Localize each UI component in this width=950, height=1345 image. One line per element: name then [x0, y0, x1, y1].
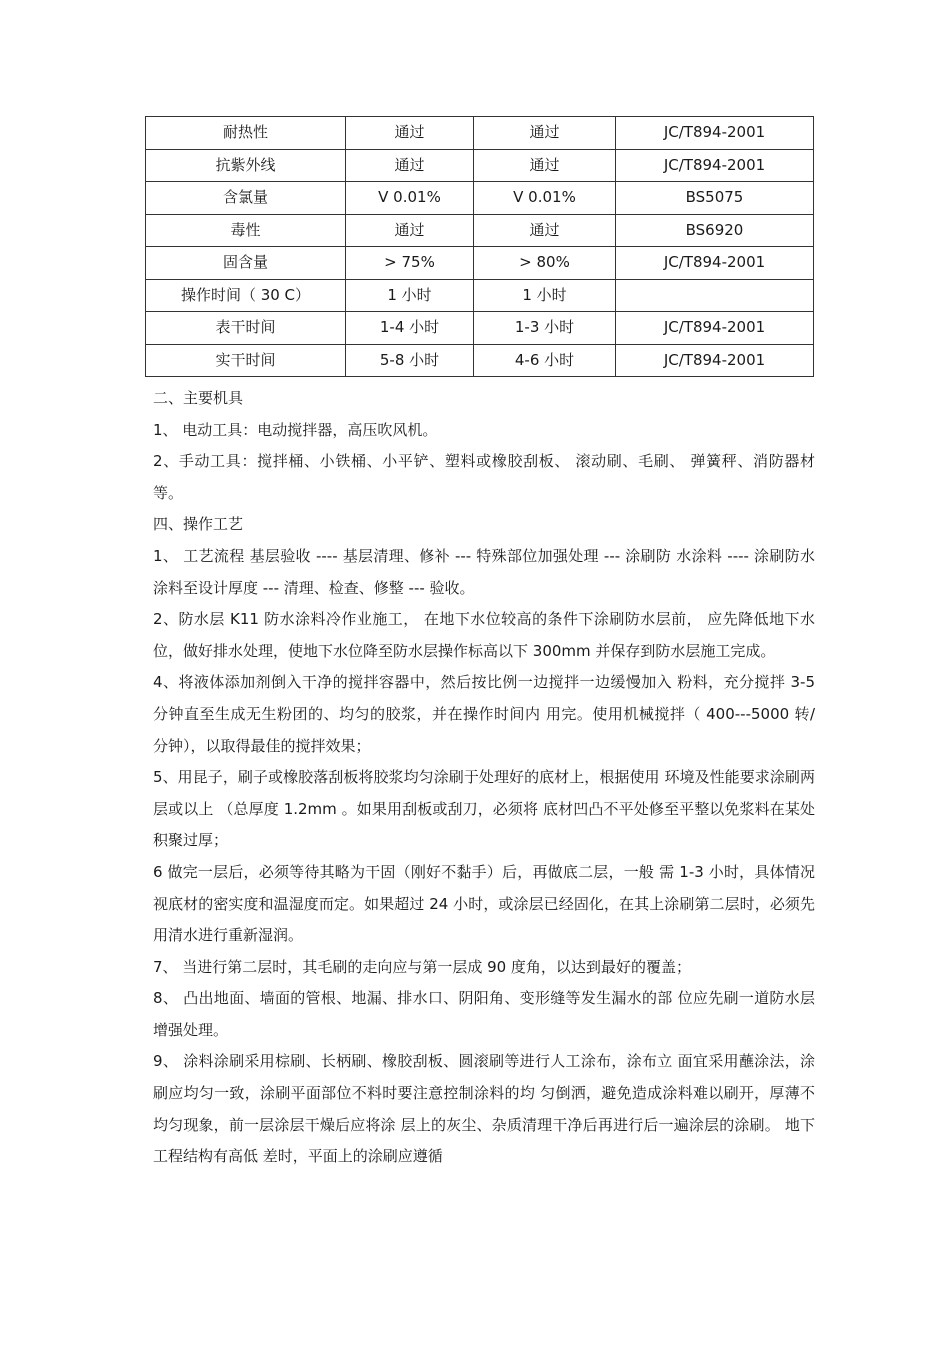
section-heading: 二、主要机具 — [153, 389, 244, 407]
table-row — [146, 344, 814, 377]
table-cell: 操作时间（ 30 C） — [146, 279, 346, 312]
table-row — [146, 149, 814, 182]
body-text — [153, 383, 815, 1173]
paragraph: 2、防水层 K11 防水涂料冷作业施工， 在地下水位较高的条件下涂刷防水层前， 应先降低地下水位，做好排水处理，使地下水位降至防水层操作标高以下 300mm 并保存到防水层施工完成。 — [153, 610, 815, 660]
table-cell: 抗紫外线 — [146, 149, 346, 182]
table-cell: V 0.01% — [474, 182, 616, 215]
paragraph: 9、 涂料涂刷采用棕刷、长柄刷、橡胶刮板、圆滚刷等进行人工涂布，涂布立 面宜采用蘸涂法，涂刷应均匀一致，涂刷平面部位不料时要注意控制涂料的均 匀倒洒，避免造成涂料难以刷开，厚薄不均匀现象，前一层涂层干燥后应将涂 层上的灰尘、杂质清理干净后再进行后一遍涂层的涂刷。 地下工程结构有高低 差时，平面上的涂刷应遵循 — [153, 1052, 815, 1166]
table-cell: 通过 — [474, 149, 616, 182]
table-cell: 通过 — [346, 214, 474, 247]
table-cell — [616, 279, 814, 312]
table-cell: BS6920 — [616, 214, 814, 247]
table-cell: JC/T894-2001 — [616, 312, 814, 345]
table-cell: 4-6 小时 — [474, 344, 616, 377]
table-row — [146, 214, 814, 247]
table-cell: 实干时间 — [146, 344, 346, 377]
table-cell: JC/T894-2001 — [616, 344, 814, 377]
table-row — [146, 117, 814, 150]
table-cell: V 0.01% — [346, 182, 474, 215]
table-cell: 1 小时 — [474, 279, 616, 312]
table-cell: 耐热性 — [146, 117, 346, 150]
paragraph: 1、 工艺流程 基层验收 ---- 基层清理、修补 --- 特殊部位加强处理 --- 涂刷防 水涂料 ---- 涂刷防水涂料至设计厚度 --- 清理、检查、修整 --- 验收。 — [153, 546, 815, 597]
table-cell: > 75% — [346, 247, 474, 280]
table-cell: JC/T894-2001 — [616, 117, 814, 150]
table-cell: 通过 — [346, 117, 474, 150]
section-heading: 四、操作工艺 — [153, 515, 244, 534]
table-cell: 1-3 小时 — [474, 312, 616, 345]
table-cell: 1 小时 — [346, 279, 474, 312]
paragraph: 1、 电动工具：电动搅拌器，高压吹风机。 — [153, 420, 438, 439]
table-row — [146, 247, 814, 280]
table-row — [146, 279, 814, 312]
paragraph: 5、用昆子，刷子或橡胶落刮板将胶浆均匀涂刷于处理好的底材上，根据使用 环境及性能要求涂刷两层或以上 （总厚度 1.2mm 。如果用刮板或刮刀，必须将 底材凹凸不平处修至平整以免浆料在某处积聚过厚； — [153, 768, 815, 850]
table-cell: 表干时间 — [146, 312, 346, 345]
table-cell: BS5075 — [616, 182, 814, 215]
paragraph: 2、手动工具：搅拌桶、小铁桶、小平铲、塑料或橡胶刮板、 滚动刷、毛刷、 弹簧秤、消防器材等。 — [153, 452, 815, 502]
table-cell: 通过 — [346, 149, 474, 182]
table-row — [146, 312, 814, 345]
table-cell: 固含量 — [146, 247, 346, 280]
table-cell: 通过 — [474, 214, 616, 247]
paragraph: 4、将液体添加剂倒入干净的搅拌容器中，然后按比例一边搅拌一边缓慢加入 粉料，充分搅拌 3-5 分钟直至生成无生粉团的、均匀的胶浆，并在操作时间内 用完。使用机械搅拌（ 400---5000 转/ 分钟），以取得最佳的搅拌效果； — [153, 673, 815, 755]
table-row — [146, 182, 814, 215]
table-cell: JC/T894-2001 — [616, 149, 814, 182]
spec-table-body — [146, 117, 814, 377]
paragraph: 6 做完一层后，必须等待其略为干固（刚好不黏手）后，再做底二层，一般 需 1-3 小时，具体情况视底材的密实度和温湿度而定。如果超过 24 小时，或涂层已经固化，在其上涂刷第二层时，必须先用清水进行重新湿润。 — [153, 862, 815, 945]
spec-table — [145, 116, 814, 377]
table-cell: 含氯量 — [146, 182, 346, 215]
table-cell: 毒性 — [146, 214, 346, 247]
paragraph: 7、 当进行第二层时，其毛刷的走向应与第一层成 90 度角，以达到最好的覆盖； — [153, 957, 691, 976]
table-cell: 1-4 小时 — [346, 312, 474, 345]
paragraph: 8、 凸出地面、墙面的管根、地漏、排水口、阴阳角、变形缝等发生漏水的部 位应先刷一道防水层增强处理。 — [153, 989, 815, 1039]
table-cell: 5-8 小时 — [346, 344, 474, 377]
table-cell: 通过 — [474, 117, 616, 150]
table-cell: JC/T894-2001 — [616, 247, 814, 280]
table-cell: > 80% — [474, 247, 616, 280]
